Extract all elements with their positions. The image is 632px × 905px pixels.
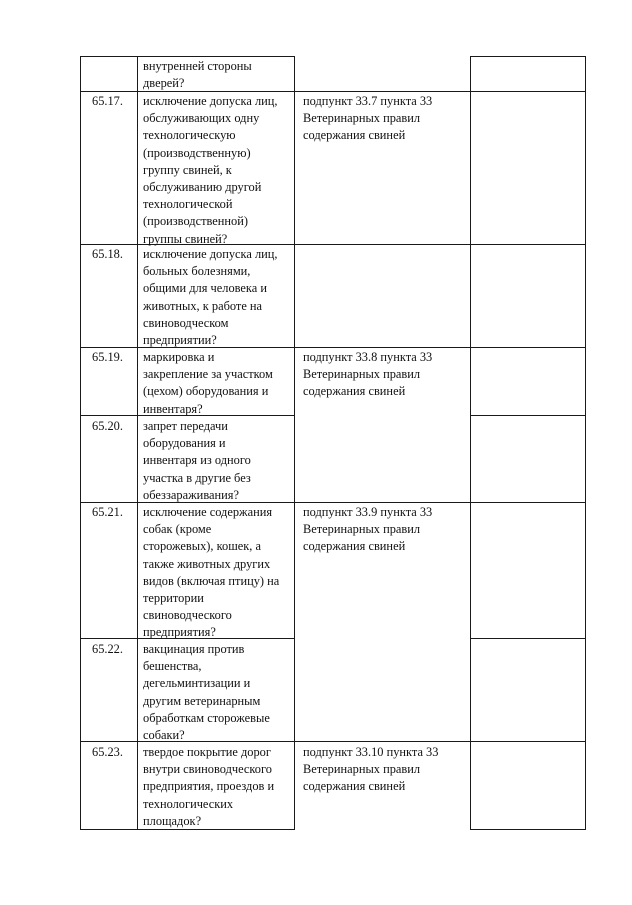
row-text: твердое покрытие дорог внутри свиноводческого предприятия, проездов и технологических площадок? (143, 745, 275, 828)
table-border (80, 56, 295, 57)
table-border (470, 347, 586, 348)
row-text: исключение допуска лиц, обслуживающих одну технологическую (производственную) группу свиней, к обслуживанию другой технологической (производственной) группы свиней? (143, 94, 278, 246)
row-text: маркировка и закрепление за участком (цехом) оборудования и инвентаря? (143, 350, 273, 416)
row-number: 65.20. (92, 419, 123, 433)
row-text: запрет передачи оборудования и инвентаря из одного участка в другие без обеззараживания? (143, 419, 251, 502)
row-reference: подпункт 33.7 пункта 33 Ветеринарных правил содержания свиней (303, 94, 433, 143)
table-border (470, 56, 471, 830)
row-text: исключение допуска лиц, больных болезнями, общими для человека и животных, к работе на свиноводческом предприятии? (143, 247, 278, 348)
table-border (585, 56, 586, 830)
table-border (80, 56, 81, 830)
table-border (137, 56, 138, 830)
row-reference: подпункт 33.9 пункта 33 Ветеринарных правил содержания свиней (303, 505, 433, 554)
table-border (470, 415, 586, 416)
row-number: 65.21. (92, 505, 123, 519)
row-number: 65.18. (92, 247, 123, 261)
row-text: внутренней стороны дверей? (143, 59, 252, 91)
table-border (294, 56, 295, 830)
row-reference: подпункт 33.8 пункта 33 Ветеринарных правил содержания свиней (303, 350, 433, 399)
row-number: 65.17. (92, 94, 123, 108)
row-number: 65.22. (92, 642, 123, 656)
table-border (470, 502, 586, 503)
row-number: 65.19. (92, 350, 123, 364)
table-border (470, 91, 586, 92)
table-border (470, 638, 586, 639)
table-border (470, 741, 586, 742)
table-border (470, 244, 586, 245)
table-border (470, 56, 586, 57)
row-text: вакцинация против бешенства, дегельминтизации и другим ветеринарным обработкам сторожевые собаки? (143, 642, 270, 743)
row-reference: подпункт 33.10 пункта 33 Ветеринарных правил содержания свиней (303, 745, 439, 794)
table-border (470, 829, 586, 830)
row-number: 65.23. (92, 745, 123, 759)
row-text: исключение содержания собак (кроме сторожевых), кошек, а также животных других видов (включая птицу) на территории свиноводческого предприятия? (143, 505, 280, 640)
